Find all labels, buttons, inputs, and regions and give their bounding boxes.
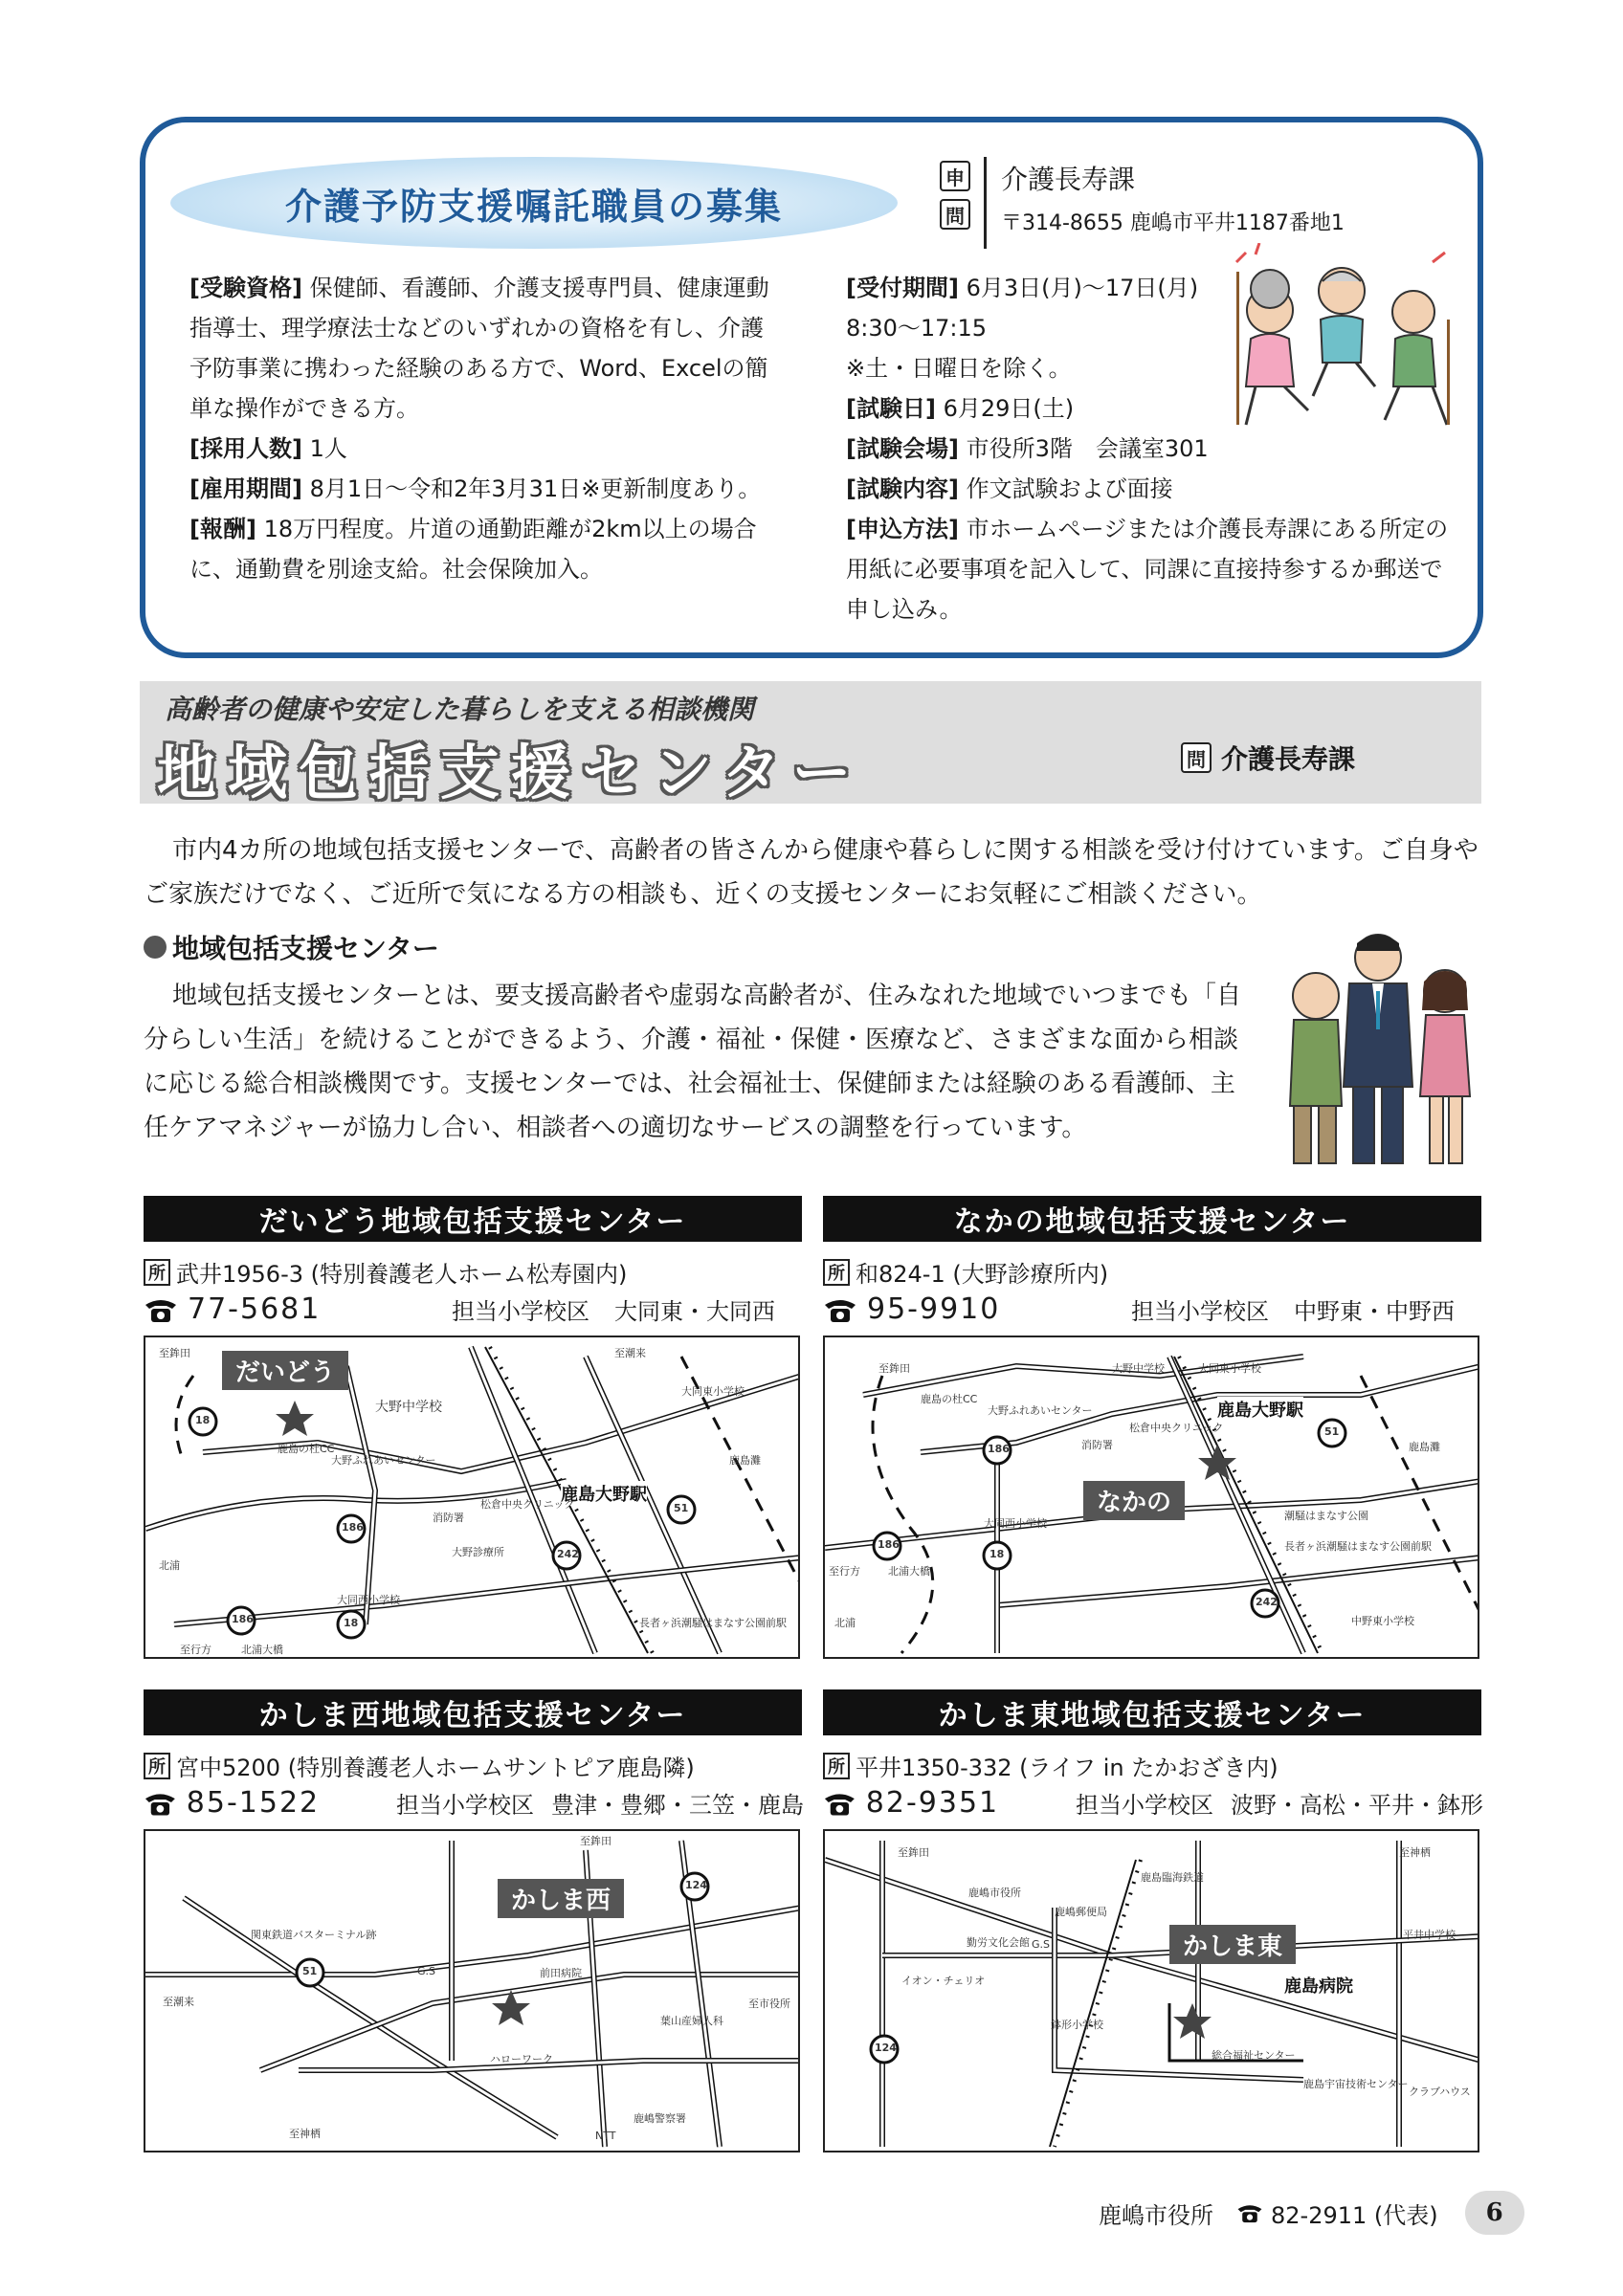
- exam-date-label: [試験日]: [846, 395, 936, 422]
- map-tag: 至鉾田: [898, 1846, 929, 1859]
- banner-contact: [1181, 739, 1355, 777]
- map-tag: ハローワーク: [490, 2053, 553, 2065]
- center-address-line: [823, 1749, 1483, 1782]
- map-tag: 大野ふれあいセンター: [331, 1454, 436, 1467]
- map-tag: 北浦大橋: [241, 1644, 283, 1656]
- exam-content-text: 作文試験および面接: [966, 475, 1173, 502]
- footer-phone[interactable]: 82-2911 (代表): [1271, 2201, 1438, 2229]
- school-district-label: 担当小学校区: [396, 1792, 534, 1819]
- center-phone-line: [823, 1292, 1483, 1326]
- map-tag: 至潮来: [614, 1347, 646, 1359]
- address-badge: 所: [144, 1753, 170, 1779]
- about-heading-text: 地域包括支援センター: [172, 933, 439, 964]
- center-address: 宮中5200 (特別養護老人ホームサントピア鹿島隣): [176, 1755, 695, 1781]
- map-tag: 松倉中央クリニック: [480, 1498, 575, 1511]
- hires-text: 1人: [309, 435, 347, 462]
- center-address: 和824-1 (大野診療所内): [856, 1261, 1109, 1288]
- center-address: 武井1956-3 (特別養護老人ホーム松寿園内): [176, 1261, 628, 1288]
- map-tag: 鹿島の杜CC: [921, 1393, 978, 1405]
- map-tag: 長者ヶ浜潮騒はまなす公園前駅: [639, 1617, 787, 1629]
- map-tag: 平井中学校: [1403, 1929, 1456, 1941]
- map-tag: 大同西小学校: [984, 1517, 1047, 1530]
- map-tag: 大野ふれあいセンター: [988, 1404, 1093, 1417]
- center-address-line: [144, 1749, 804, 1782]
- period-label: [雇用期間]: [189, 475, 302, 502]
- center-name: かしま東地域包括支援センター: [823, 1689, 1481, 1735]
- center-map-label: だいどう: [222, 1351, 348, 1390]
- recruitment-left-column: [189, 268, 783, 589]
- map-tag: 鉢形小学校: [1051, 2019, 1103, 2031]
- map-tag: 消防署: [1081, 1439, 1113, 1451]
- school-district-list: 波野・高松・平井・鉢形: [1231, 1792, 1483, 1819]
- reception-label: [受付期間]: [846, 275, 959, 301]
- map-tag: 鹿嶋郵便局: [1055, 1906, 1107, 1918]
- telephone-icon: [144, 1295, 178, 1324]
- exam-content-label: [試験内容]: [846, 475, 959, 502]
- center-phone-line: [144, 1786, 804, 1820]
- map-tag: 至鉾田: [159, 1347, 190, 1359]
- center-card-daido: [144, 1196, 804, 1659]
- pay-label: [報酬]: [189, 516, 256, 542]
- map-tag: 北浦: [159, 1559, 180, 1572]
- school-district-list: 豊津・豊郷・三笠・鹿島: [551, 1792, 804, 1819]
- route-number: 124: [875, 2042, 897, 2054]
- school-district-list: 中野東・中野西: [1294, 1298, 1455, 1325]
- center-card-kashima-west: [144, 1689, 804, 2152]
- footer-org: 鹿嶋市役所: [1099, 2201, 1213, 2229]
- telephone-icon: [823, 1295, 857, 1324]
- route-number: 186: [342, 1521, 364, 1534]
- reception-note: ※土・日曜日を除く。: [846, 355, 1072, 382]
- recruitment-title: 介護予防支援嘱託職員の募集: [284, 185, 783, 228]
- map-station-label: 鹿島大野駅: [1217, 1397, 1303, 1422]
- apply-method-text: 市ホームページまたは介護長寿課にある所定の用紙に必要事項を記入して、同課に直接持参するか郵送で申し込み。: [846, 516, 1449, 623]
- route-number: 18: [989, 1548, 1005, 1560]
- page-number: 6: [1465, 2191, 1524, 2235]
- telephone-icon: [144, 1789, 177, 1818]
- bullet-dot-icon: [144, 936, 167, 959]
- reception-text: 6月3日(月)～17日(月) 8:30～17:15: [846, 275, 1199, 342]
- map-tag: 大同東小学校: [1198, 1362, 1261, 1375]
- telephone-icon: [1236, 2201, 1263, 2224]
- map-tag: 葉山産婦人科: [660, 2015, 723, 2027]
- map-tag: 鹿島宇宙技術センター: [1303, 2078, 1409, 2090]
- apply-method-label: [申込方法]: [846, 516, 959, 542]
- map-tag: 松倉中央クリニック: [1129, 1422, 1224, 1434]
- period-text: 8月1日～令和2年3月31日※更新制度あり。: [309, 475, 762, 502]
- contact-divider: [984, 157, 987, 249]
- map-tag: 至鉾田: [580, 1835, 611, 1847]
- map-tag: 鹿島灘: [1409, 1441, 1440, 1453]
- intro-section: [144, 828, 1483, 916]
- map-tag: 至行方: [829, 1565, 860, 1578]
- qualification-label: [受験資格]: [189, 275, 302, 301]
- map-tag: クラブハウス: [1409, 2086, 1471, 2098]
- address-badge: 所: [823, 1753, 850, 1779]
- center-map-label: かしま東: [1169, 1925, 1296, 1964]
- banner-subtitle: 高齢者の健康や安定した暮らしを支える相談機関: [165, 694, 755, 725]
- center-map-label: なかの: [1083, 1481, 1185, 1520]
- map-tag: 至行方: [180, 1644, 211, 1656]
- center-phone[interactable]: 85-1522: [186, 1786, 321, 1820]
- route-number: 186: [232, 1613, 254, 1625]
- school-district-label: 担当小学校区: [452, 1298, 589, 1325]
- center-phone[interactable]: 77-5681: [188, 1292, 322, 1326]
- route-number: 124: [685, 1879, 707, 1891]
- map-tag: 大野中学校: [375, 1400, 442, 1415]
- apply-badge: 申: [940, 161, 970, 191]
- map-tag: 北浦: [834, 1617, 856, 1629]
- center-phone-line: [144, 1292, 804, 1326]
- map-tag: 前田病院: [540, 1967, 582, 1979]
- map-tag: 大野中学校: [1112, 1362, 1165, 1375]
- address-badge: 所: [823, 1259, 850, 1286]
- banner-title: 地域包括支援センター: [157, 738, 863, 807]
- route-number: 18: [344, 1617, 359, 1629]
- center-map-label: かしま西: [498, 1879, 624, 1918]
- pay-text: 18万円程度。片道の通勤距離が2km以上の場合に、通勤費を別途支給。社会保険加入。: [189, 516, 757, 583]
- map-tag: イオン・チェリオ: [901, 1975, 986, 1987]
- map-tag: NTT: [595, 2130, 616, 2142]
- map-tag: 至鉾田: [878, 1362, 910, 1375]
- map-tag: 至市役所: [748, 1998, 790, 2010]
- about-text: 地域包括支援センターとは、要支援高齢者や虚弱な高齢者が、住みなれた地域でいつまでも「自分らしい生活」を続けることができるよう、介護・福祉・保健・医療など、さまざまな面から相談に応じる総合相談機関です。支援センターでは、社会福祉士、保健師または経験のある看護師、主任ケアマネジャーが協力し合い、相談者への適切なサービスの調整を行っています。: [144, 982, 1241, 1142]
- contact-address: 〒314-8655 鹿嶋市平井1187番地1: [1001, 211, 1345, 235]
- map-tag: 長者ヶ浜潮騒はまなす公園前駅: [1284, 1540, 1432, 1553]
- map-tag: 鹿島臨海鉄道: [1141, 1871, 1204, 1884]
- map-tag: 鹿嶋市役所: [968, 1887, 1021, 1899]
- hires-label: [採用人数]: [189, 435, 302, 462]
- route-number: 51: [302, 1965, 318, 1977]
- contact-dept: 介護長寿課: [1001, 164, 1136, 195]
- elders-illustration: [1217, 243, 1466, 434]
- center-name: なかの地域包括支援センター: [823, 1196, 1481, 1242]
- map-station-label: 鹿島病院: [1284, 1973, 1353, 1998]
- map-tag: 至神栖: [289, 2128, 321, 2140]
- banner-contact-dept: 介護長寿課: [1221, 743, 1356, 775]
- center-address: 平井1350-332 (ライフ in たかおざき内): [856, 1755, 1278, 1781]
- map-tag: 大野診療所: [452, 1546, 504, 1558]
- map-tag: 中野東小学校: [1351, 1615, 1414, 1627]
- telephone-icon: [823, 1789, 856, 1818]
- map-tag: 北浦大橋: [888, 1565, 930, 1578]
- qualification-text: 保健師、看護師、介護支援専門員、健康運動指導士、理学療法士などのいずれかの資格を有し、介護予防事業に携わった経験のある方で、Word、Excelの簡単な操作ができる方。: [189, 275, 769, 422]
- recruitment-box: [140, 117, 1483, 658]
- center-address-line: [823, 1255, 1483, 1289]
- recruitment-title-banner: [170, 157, 898, 249]
- address-badge: 所: [144, 1259, 170, 1286]
- route-number: 51: [674, 1502, 689, 1514]
- inquiry-badge: 問: [940, 199, 970, 230]
- center-map: [823, 1336, 1479, 1659]
- center-map: [823, 1829, 1479, 2152]
- exam-date-text: 6月29日(土): [943, 395, 1075, 422]
- school-district-list: 大同東・大同西: [614, 1298, 775, 1325]
- map-station-label: 鹿島大野駅: [561, 1481, 647, 1506]
- route-number: 51: [1324, 1425, 1340, 1438]
- map-tag: G.S: [1032, 1938, 1051, 1951]
- center-map: [144, 1829, 800, 2152]
- exam-venue-text: 市役所3階 会議室301: [966, 435, 1209, 462]
- about-heading: [144, 928, 439, 966]
- center-name: だいどう地域包括支援センター: [144, 1196, 802, 1242]
- map-tag: 勤労文化会館: [967, 1936, 1030, 1949]
- route-number: 186: [988, 1443, 1010, 1455]
- center-phone[interactable]: 95-9910: [867, 1292, 1001, 1326]
- map-tag: 至神栖: [1399, 1846, 1431, 1859]
- map-tag: 大同東小学校: [681, 1385, 745, 1398]
- map-tag: G.S: [417, 1965, 436, 1977]
- map-tag: 大同西小学校: [337, 1594, 400, 1606]
- route-number: 18: [195, 1414, 211, 1426]
- about-section: [144, 974, 1244, 1150]
- center-address-line: [144, 1255, 804, 1289]
- center-card-nakano: [823, 1196, 1483, 1659]
- school-district-label: 担当小学校区: [1131, 1298, 1269, 1325]
- exam-venue-label: [試験会場]: [846, 435, 959, 462]
- page-footer: [1099, 2191, 1524, 2235]
- map-tag: 鹿嶋警察署: [634, 2112, 686, 2125]
- route-number: 242: [1256, 1596, 1278, 1608]
- center-name: かしま西地域包括支援センター: [144, 1689, 802, 1735]
- intro-text: 市内4カ所の地域包括支援センターで、高齢者の皆さんから健康や暮らしに関する相談を受け付けています。ご自身やご家族だけでなく、ご近所で気になる方の相談も、近くの支援センターにお気軽にご相談ください。: [144, 836, 1478, 909]
- school-district-label: 担当小学校区: [1076, 1792, 1213, 1819]
- map-tag: 関東鉄道バスターミナル跡: [251, 1929, 377, 1941]
- map-tag: 潮騒はまなす公園: [1284, 1510, 1368, 1522]
- route-number: 242: [557, 1548, 579, 1560]
- map-tag: 至潮来: [163, 1996, 194, 2008]
- banner-inquiry-badge: 問: [1181, 742, 1212, 773]
- center-phone-line: [823, 1786, 1483, 1820]
- map-tag: 鹿島灘: [729, 1454, 761, 1467]
- staff-consultation-illustration: [1273, 924, 1483, 1173]
- map-tag: 消防署: [433, 1512, 464, 1524]
- route-number: 186: [878, 1538, 900, 1551]
- center-map: [144, 1336, 800, 1659]
- center-card-kashima-east: [823, 1689, 1483, 2152]
- map-tag: 総合福祉センター: [1212, 2049, 1296, 2062]
- map-tag: 鹿島の杜CC: [278, 1443, 335, 1455]
- center-phone[interactable]: 82-9351: [865, 1786, 1000, 1820]
- center-banner: [140, 681, 1481, 807]
